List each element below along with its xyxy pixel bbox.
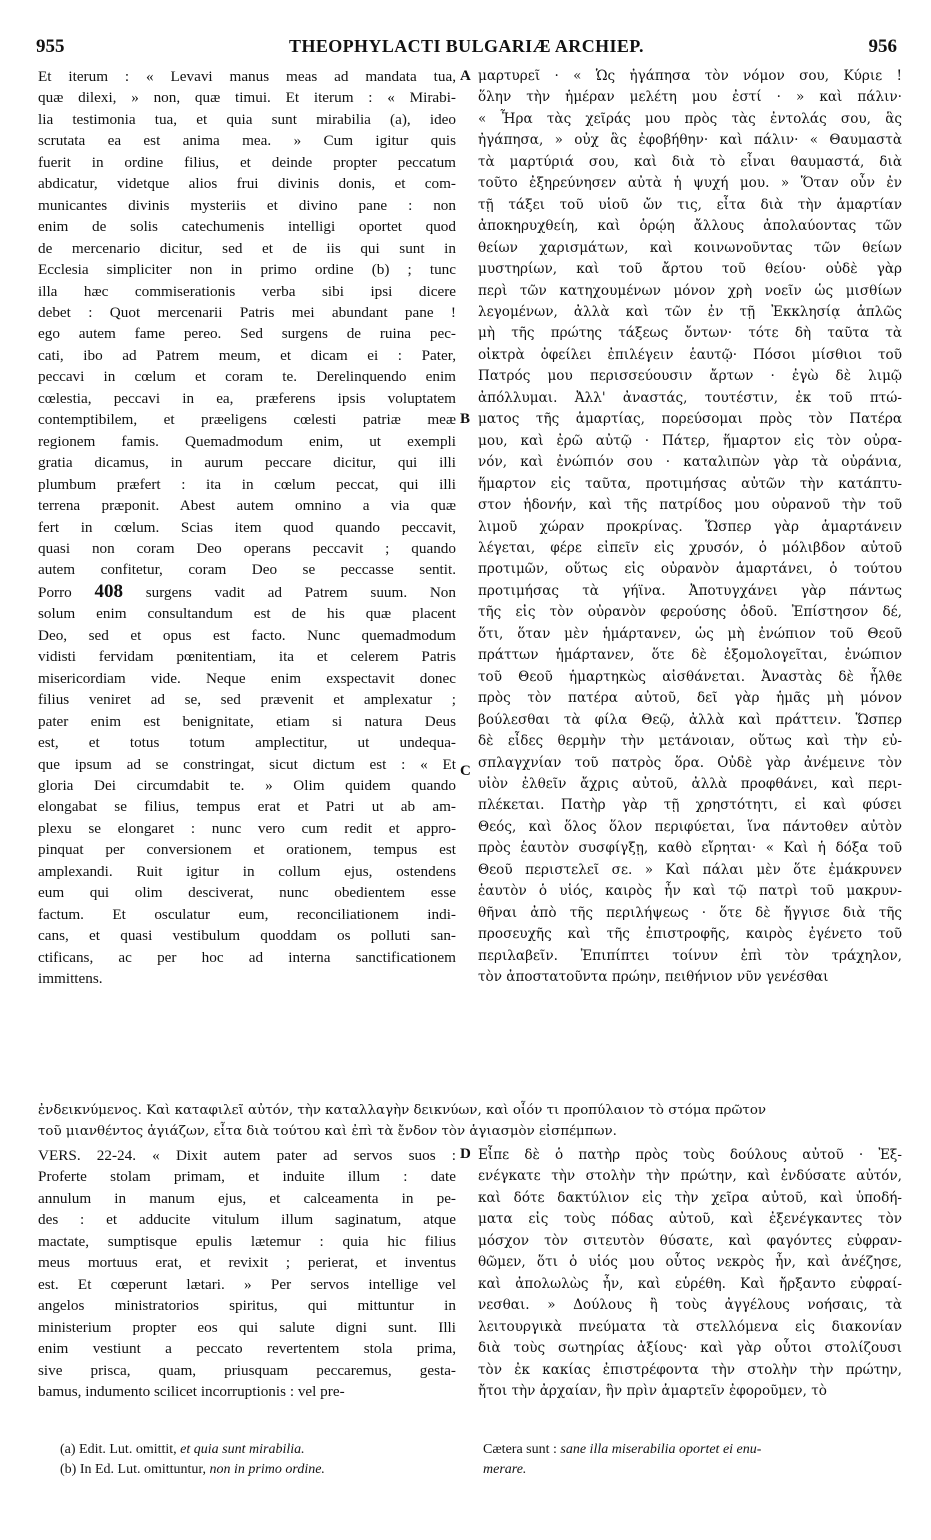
- latin-top-line: vidisti fervidam pœnitentiam, ita et celerem Patris: [38, 648, 456, 666]
- latin-top-line: misericordiam vide. Neque enim exspectavit donec: [38, 669, 456, 687]
- greek-top-line: μὴ τῆς πρώτης τάξεως ὄντων· τότε δὴ ταῦτα τὰ: [478, 325, 902, 342]
- latin-top-line: cans, et quasi vestibulum quoddam os polluti san-: [38, 927, 456, 945]
- latin-top-line: immittens.: [38, 970, 103, 988]
- latin-bottom-line: Proferte stolam primam, et induite illum : date: [38, 1168, 456, 1186]
- margin-letter-d: D: [460, 1146, 471, 1162]
- latin-bottom-line: enim vestiunt a peccato revertentem stola prima,: [38, 1340, 456, 1358]
- greek-top-line: προτιμήσας τὰ γήϊνα. Ἀποτυγχάνει γὰρ πάντως: [478, 582, 902, 599]
- latin-top-line: peccavi in cœlum et coram te. Derelinquendo enim: [38, 368, 456, 386]
- greek-top-line: οἰκτρὰ ὀφείλει ἐπιλέγειν ἑαυτῷ· Πόσοι μίσθιοι τοῦ: [478, 346, 902, 363]
- greek-top-line: ἠγάπησα, » οὐχ ἃς ἐφοβήθην· καὶ πάλιν· « Θαυμαστὰ: [478, 132, 902, 149]
- greek-top-line: Θεοῦ περιστελεῖ σε. » Καὶ πάλαι μὲν ὅτε ἐμάκρυνεν: [478, 861, 902, 878]
- latin-top-line: gloria Dei circumdabit te. » Olim quidem quando: [38, 776, 456, 794]
- greek-top-line: υἱὸν ἐλθεῖν ἄχρις αὐτοῦ, ἀλλὰ προφθάνει, καὶ περι-: [478, 775, 902, 792]
- footnote-cetera: [483, 1440, 903, 1480]
- latin-top-line: autem confitetur, coram Deo se peccasse sentit.: [38, 561, 456, 579]
- running-title: THEOPHYLACTI BULGARIÆ ARCHIEP.: [289, 36, 644, 56]
- greek-bottom-line: ἤτοι τὴν ἀρχαίαν, ἣν πρὶν ἁμαρτεῖν ἐφοροῦμεν, τὸ: [478, 1382, 827, 1399]
- latin-top-line: plexu se elongaret : nunc vero cum redit et appro-: [38, 819, 456, 837]
- margin-letter-c: C: [460, 763, 471, 779]
- latin-bottom-line: bamus, indumento scilicet incorruptionis : vel pre-: [38, 1382, 345, 1400]
- latin-top-line: ctificans, ac per hoc ad interna sanctificationem: [38, 948, 456, 966]
- greek-top-line: τοῦ Θεοῦ ἡμαρτηκὼς αἰσθάνεται. Ἀναστὰς δὲ ἦλθε: [478, 668, 902, 685]
- greek-column-bottom: [478, 1145, 902, 1402]
- greek-bottom-line: διὰ τοὺς σωτηρίας ἀξίους· καὶ γὰρ οὗτοι στολίζουσι: [478, 1340, 902, 1357]
- latin-bottom-line: ministerium propter eos qui salute digni sunt. Illi: [38, 1318, 456, 1336]
- latin-top-line: pater enim est benignitate, etiam si natura Deus: [38, 712, 456, 730]
- latin-top-line: Porro 408 surgens vadit ad Patrem suum. Non: [38, 580, 456, 602]
- greek-bottom-line: ενέγκατε τὴν στολὴν τὴν πρώτην, καὶ ἐνδύσατε αὐτόν,: [478, 1168, 902, 1185]
- margin-letter-b: B: [460, 411, 471, 427]
- latin-top-line: solum enim consultandum est de his quæ placent: [38, 605, 456, 623]
- greek-bottom-line: νεσθαι. » Δούλους ἢ τοὺς ἀγγέλους νοήσαις, τὰ: [478, 1297, 902, 1314]
- latin-top-line: cœlestia, peccavi in ea, præferens ipsis voluptatem: [38, 389, 456, 407]
- greek-top-line: ἥμαρτον εἰς ταῦτα, προτιμήσας αὐτῶν τὴν κατάπτυ-: [478, 475, 902, 492]
- greek-top-line: περιλαβεῖν. Ἐπιπίπτει τοίνυν ἐπὶ τὸν τράχηλον,: [478, 947, 902, 964]
- footnote-a-text: Edit. Lut. omittit,: [79, 1442, 177, 1457]
- page-header: [36, 36, 897, 62]
- latin-top-line: scrutata ea est anima mea. » Cum igitur quis: [38, 132, 456, 150]
- latin-bottom-line: meus mortuus erat, et revixit ; perierat, et inventus: [38, 1254, 456, 1272]
- latin-top-line: regionem famis. Quemadmodum enim, ut exempli: [38, 432, 456, 450]
- footnote-cetera-italic-2: merare.: [483, 1462, 527, 1477]
- latin-top-line: gratia dicamus, in aurum peccare dicitur, qui illi: [38, 454, 456, 472]
- greek-top-line: σπλαγχνίαν τοῦ πατρὸς ὅρα. Οὐδὲ γὰρ ἀνέμεινε τὸν: [478, 754, 902, 771]
- greek-top-line: τὸν ἀποστατοῦντα πρώην, πειθήνιον νῦν γενέσθαι: [478, 969, 829, 986]
- greek-bottom-line: ματα εἰς τοὺς πόδας αὐτοῦ, καὶ ἐξενέγκαντες τὸν: [478, 1211, 902, 1228]
- greek-top-line: τῆς εἰς τὸν οὐρανὸν φερούσης ὁδοῦ. Ἐπίστησον δέ,: [478, 604, 902, 621]
- latin-top-line: terrena præponit. Abest autem omnino a via quæ: [38, 497, 456, 515]
- footnote-a-italic: et quia sunt mirabilia.: [180, 1442, 305, 1457]
- greek-column-top: [478, 66, 902, 988]
- greek-top-line: ὅτι, ὅταν μὲν ἡμάρτανεν, ὡς μὴ ἐνώπιον τοῦ Θεοῦ: [478, 625, 902, 642]
- greek-top-line: πράττων ἡμάρτανεν, ὅτε δὲ ἐξομολογεῖται, ἐνώπιον: [478, 647, 902, 664]
- latin-column-bottom: [38, 1145, 456, 1402]
- latin-top-line: municantes divinis mysteriis et divino pane : non: [38, 196, 456, 214]
- footnote-a-mark: (a): [60, 1442, 76, 1457]
- latin-top-line: quasi non coram Deo operans peccavit ; quando: [38, 539, 456, 557]
- footnote-b-mark: (b): [60, 1462, 77, 1477]
- greek-top-line: τὰ μαρτύριά σου, καὶ διὰ τὸ εἶναι θαυμαστά, διὰ: [478, 153, 902, 170]
- greek-bottom-line: λειτουργικὰ πνεύματα τὰ στελλόμενα εἰς διακονίαν: [478, 1318, 902, 1335]
- greek-top-line: μαρτυρεῖ · « Ὡς ἠγάπησα τὸν νόμον σου, Κύριε !: [478, 68, 902, 84]
- full-width-line-2: τοῦ μιανθέντος ἁγιάζων, εἶτα διὰ τούτου καὶ ἐπὶ τὰ ἔνδον τὸν ἁγιασμὸν εἰσπέμπων.: [38, 1124, 617, 1139]
- greek-top-line: ματος τῆς ἁμαρτίας, πορεύσομαι πρὸς τὸν Πατέρα: [478, 411, 902, 428]
- latin-bottom-line: sive prisca, quam, priusquam peccaremus, gesta-: [38, 1361, 456, 1379]
- greek-bottom-line: καὶ δότε δακτύλιον εἰς τὴν χεῖρα αὐτοῦ, καὶ ὑποδή-: [478, 1189, 902, 1206]
- greek-top-line: περὶ τῶν κατηχουμένων μόνον χρὴ νοεῖν ὡς μισθίων: [478, 282, 902, 299]
- latin-top-line: de mercenario dicitur, sed et de iis qui sunt in: [38, 239, 456, 257]
- latin-bottom-line: mactate, sumptisque epulis lætemur : quia hic filius: [38, 1232, 456, 1250]
- page-number-right: 956: [868, 36, 897, 57]
- greek-top-line: ἀπόλλυμαι. Ἀλλ' ἀναστάς, τουτέστιν, ἐκ τοῦ πτώ-: [478, 389, 902, 406]
- latin-top-line: est, et totus totum amplectitur, ut undequa-: [38, 734, 456, 752]
- latin-top-line: debet : Quot mercenarii Patris mei abundant pane !: [38, 303, 456, 321]
- greek-bottom-line: θῶμεν, ὅτι ὁ υἱός μου οὗτος νεκρὸς ἦν, καὶ ἀνέζησε,: [478, 1254, 902, 1271]
- greek-top-line: λιμοῦ χώραν προκρίνας. Ὥσπερ γὰρ ἁμαρτάνειν: [478, 518, 902, 535]
- footnote-b-text: In Ed. Lut. omittuntur,: [79, 1462, 207, 1477]
- greek-top-line: πρὸς ἑαυτὸν συσφίγξῃ, καθὸ εἴρηται· « Καὶ ἡ δόξα τοῦ: [478, 840, 902, 857]
- greek-top-line: πλέκεται. Πατὴρ γὰρ τῇ χρηστότητι, εἰ καὶ φύσει: [478, 797, 902, 814]
- greek-top-line: τῇ τάξει τοῦ υἱοῦ ὤν τις, εἶτα διὰ τὴν ἁμαρτίαν: [478, 196, 902, 213]
- greek-top-line: τοῦτο ἐξηρεύνησεν αὐτὰ ἡ ψυχή μου. » Ὅταν οὖν ἐν: [478, 175, 902, 192]
- greek-top-line: λεγομένων, ἀλλὰ καὶ τῶν ἐν τῇ Ἐκκλησίᾳ ἁπλῶς: [478, 303, 902, 320]
- greek-top-line: Πατρός μου περισσεύουσιν ἄρτων · ἐγὼ δὲ λιμῷ: [478, 368, 902, 385]
- greek-bottom-line: καὶ ἀπολωλὼς ἦν, καὶ εὑρέθη. Καὶ ἤρξαντο εὐφραί-: [478, 1275, 902, 1292]
- full-width-line-1: ἐνδεικνύμενος. Καὶ καταφιλεῖ αὐτόν, τὴν καταλλαγὴν δεικνύων, καὶ οἷόν τι προπύλαιον τὸ στόμα πρῶτον: [38, 1103, 767, 1118]
- greek-top-line: Θεός, καὶ ὅλος ὅλον περιφύεται, ἵνα πάντοθεν αὐτὸν: [478, 818, 902, 835]
- footnote-cetera-italic-1: sane illa miserabilia oportet ei enu-: [560, 1442, 762, 1457]
- greek-bottom-line: Εἶπε δὲ ὁ πατὴρ πρὸς τοὺς δούλους αὐτοῦ · Ἐξ-: [478, 1147, 902, 1163]
- latin-top-line: pinquat per conversionem et orationem, tempus est: [38, 841, 456, 859]
- latin-bottom-line: VERS. 22-24. « Dixit autem pater ad servos suos :: [38, 1147, 456, 1164]
- latin-top-line: abdicatur, videtque alios frui divinis donis, et com-: [38, 175, 456, 193]
- greek-top-line: μυστηρίων, καὶ τοῦ ἄρτου τοῦ θείου· οὐδὲ γὰρ: [478, 261, 902, 278]
- greek-top-line: προσευχῆς καὶ τῆς ἐπιστροφῆς, καιρὸς ἐγένετο τοῦ: [478, 926, 902, 943]
- margin-letter-a: A: [460, 68, 471, 84]
- greek-top-line: στον ἡδονήν, καὶ τῆς πατρίδος μου οὐρανοῦ τὴν τοῦ: [478, 497, 902, 514]
- latin-top-line: elongabat se filius, tempus erat et Patri ut ab am-: [38, 798, 456, 816]
- greek-top-line: δὲ εἶδες θερμὴν τὴν μετάνοιαν, οὕτως καὶ τὴν εὐ-: [478, 733, 902, 750]
- footnote-b: [60, 1460, 325, 1480]
- footnote-b-italic: non in primo ordine.: [209, 1462, 325, 1477]
- greek-top-line: βούλεσθαι τὰ φίλα Θεῷ, ἀλλὰ καὶ πράττειν. Ὥσπερ: [478, 711, 902, 728]
- greek-top-line: ὅλην τὴν ἡμέραν μελέτη μου ἐστί · » καὶ πάλιν·: [478, 89, 902, 106]
- latin-top-line: Et iterum : « Levavi manus meas ad mandata tua,: [38, 68, 456, 85]
- footnote-a: [60, 1440, 305, 1460]
- greek-top-line: πρὸς τὸν πατέρα αὐτοῦ, δεῖ γὰρ ἡμᾶς μὴ μόνον: [478, 690, 902, 707]
- latin-top-line: contemptibilem, et præeligens cœlesti patriæ meæ: [38, 411, 456, 429]
- latin-bottom-line: angelos ministratorios spiritus, qui mittuntur in: [38, 1297, 456, 1315]
- footnote-cetera-text: Cætera sunt :: [483, 1442, 557, 1457]
- greek-top-line: λέγεται, φέρε εἰπεῖν εἰς χρυσόν, ὁ μόλιβδον αὐτοῦ: [478, 539, 902, 556]
- latin-top-line: Ecclesia simpliciter non in primo ordine (b) ; tunc: [38, 261, 456, 279]
- latin-top-line: cati, ibo ad Patrem meum, et dicam ei : Pater,: [38, 346, 456, 364]
- greek-bottom-line: τὸν ἐκ κακίας ἐπιστρέφοντα τὴν στολὴν τὴν πρώτην,: [478, 1361, 902, 1378]
- greek-top-line: μου, καὶ ἐρῶ αὐτῷ · Πάτερ, ἥμαρτον εἰς τὸν οὐρα-: [478, 432, 902, 449]
- latin-top-line: lia testimonia tua, et quia sunt mirabilia (a), ideo: [38, 110, 456, 128]
- greek-bottom-line: μόσχον τὸν σιτευτὸν θύσατε, καὶ φαγόντες εὐφραν-: [478, 1232, 902, 1249]
- latin-top-line: ego autem fame pereo. Sed surgens de ruina pec-: [38, 325, 456, 343]
- latin-top-line: illa hæc commiserationis verba sibi ipsi dicere: [38, 282, 456, 300]
- greek-top-line: προτιμῶν, οὕτως εἰς οὐρανὸν ἁμαρτάνει, ὁ τούτου: [478, 561, 902, 578]
- latin-top-line: factum. Et osculatur eum, reconciliationem indi-: [38, 905, 456, 923]
- greek-top-line: θῆναι ἀπὸ τῆς περιλήψεως · ὅτε δὲ ἤγγισε διὰ τῆς: [478, 904, 902, 921]
- latin-top-line: fert in cœlum. Scias item quod quando peccavit,: [38, 518, 456, 536]
- greek-top-line: νόν, καὶ ἐνώπιόν σου · καταλιπὼν γὰρ τὰ οὐράνια,: [478, 454, 902, 471]
- greek-top-line: « Ἦρα τὰς χεῖράς μου πρὸς τὰς ἐντολάς σου, ἃς: [478, 110, 902, 127]
- latin-bottom-line: annulum in manum ejus, et calceamenta in pe-: [38, 1189, 456, 1207]
- column-marker-408: 408: [94, 580, 123, 602]
- latin-top-line: quæ dilexi, » non, quæ timui. Et iterum : « Mirabi-: [38, 89, 456, 107]
- latin-top-line: fuerit in ordine filius, et deinde propter peccatum: [38, 153, 456, 171]
- latin-top-line: plumbum præfert : ita in cœlum peccat, qui illi: [38, 475, 456, 493]
- latin-top-line: eum qui olim desciverat, nunc obedientem esse: [38, 884, 456, 902]
- latin-top-line: Deo, sed et opus est facto. Nunc quemadmodum: [38, 626, 456, 644]
- latin-top-line: enim de solis catechumenis intelligi oportet quod: [38, 218, 456, 236]
- latin-top-line: amplexandi. Ruit igitur in collum ejus, ostendens: [38, 862, 456, 880]
- greek-top-line: θείων χαρισμάτων, καὶ κοινωνοῦντας τῶν θείων: [478, 239, 902, 256]
- latin-column-top: [38, 66, 456, 989]
- greek-top-line: ἀποκηρυχθείη, καὶ ὁρῴη ἄλλους ἀπολαύοντας τῶν: [478, 218, 902, 235]
- latin-bottom-line: des : et adducite vitulum illum saginatum, atque: [38, 1211, 456, 1229]
- page-number-left: 955: [36, 36, 65, 57]
- latin-top-line: que ipsum ad se constringat, sicut dictum est : « Et: [38, 755, 456, 773]
- latin-bottom-line: est. Et cœperunt lætari. » Per servos intellige vel: [38, 1275, 456, 1293]
- latin-top-line: filius veniret ad se, sed prævenit et amplexatur ;: [38, 691, 456, 709]
- greek-top-line: ἑαυτὸν ὁ υἱός, καιρὸς ἦν καὶ τῷ πατρὶ τοῦ μακρυν-: [478, 883, 902, 900]
